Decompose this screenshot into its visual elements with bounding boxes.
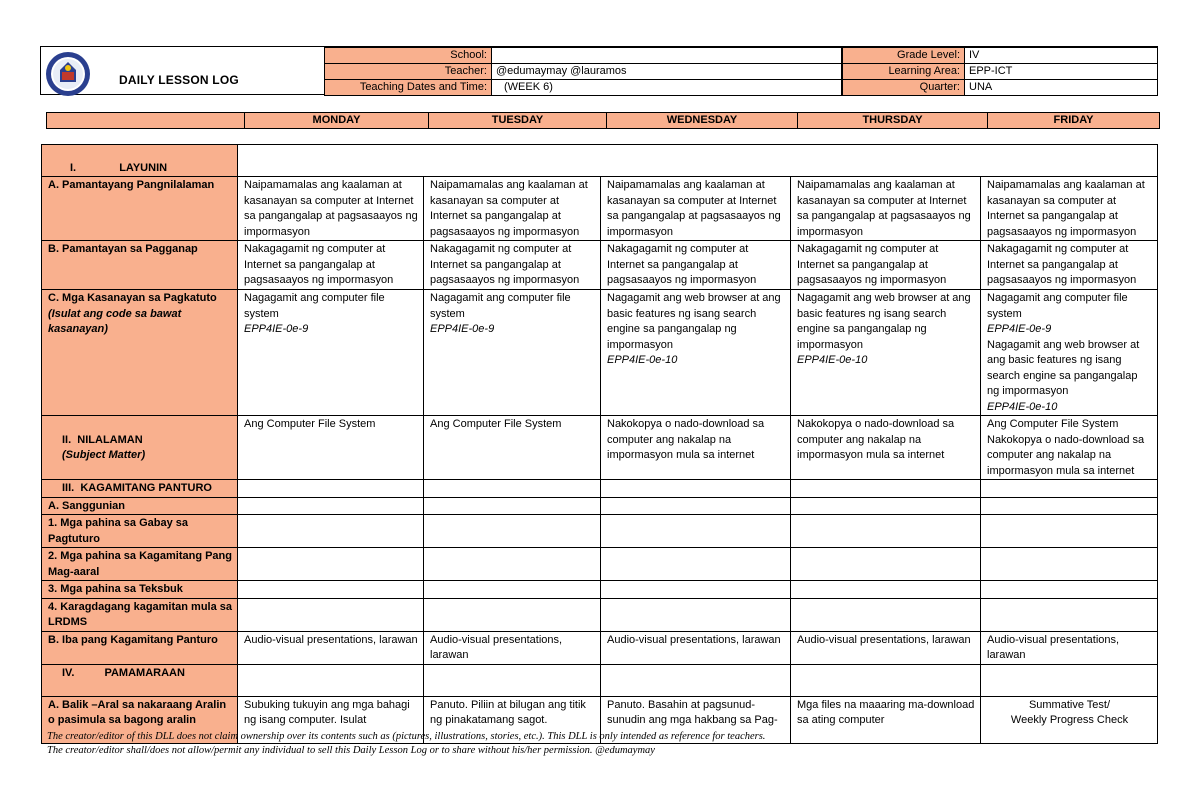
- skill-code: EPP4IE-0e-9: [987, 323, 1052, 335]
- cell-wednesday: [601, 497, 791, 515]
- deped-seal-icon: [45, 51, 91, 97]
- cell-monday: [238, 664, 424, 696]
- cell-thursday: Nakokopya o nado-download sa computer ang nakalap na impormasyon mula sa internet: [791, 416, 981, 480]
- cell-monday: [238, 515, 424, 548]
- cell-monday: [238, 497, 424, 515]
- page-title: DAILY LESSON LOG: [119, 73, 239, 87]
- row-label-gabay: 1. Mga pahina sa Gabay sa Pagtuturo: [42, 515, 238, 548]
- table-row: [42, 581, 1158, 599]
- skill-text: Nagagamit ang computer file system: [987, 292, 1128, 320]
- grade-value: IV: [965, 48, 1158, 64]
- dates-value: (WEEK 6): [492, 80, 842, 96]
- cell-tuesday: [424, 515, 601, 548]
- cell-friday: [981, 598, 1158, 631]
- day-header-blank: [47, 113, 245, 129]
- table-row: [42, 480, 1158, 498]
- table-row: [42, 631, 1158, 664]
- table-row: [42, 515, 1158, 548]
- disclaimer-line: The creator/editor shall/does not allow/permit any individual to sell this Daily Lesson Log or to share without his/her permission. @edumaymay: [47, 745, 655, 756]
- cell-thursday: [791, 497, 981, 515]
- cell-wednesday: Panuto. Basahin at pagsunud-sunudin ang mga hakbang sa Pag-: [601, 696, 791, 743]
- cell-thursday: [791, 515, 981, 548]
- cell-tuesday: Naipamamalas ang kaalaman at kasanayan sa computer at Internet sa pangangalap at pagsasaayos ng impormasyon: [424, 177, 601, 241]
- skill-code: EPP4IE-0e-10: [607, 354, 678, 366]
- cell-tuesday: [424, 497, 601, 515]
- skill-text: Nagagamit ang web browser at ang basic features ng isang search engine sa pangangalap ng impormasyon: [607, 292, 781, 351]
- cell-wednesday: [601, 598, 791, 631]
- cell-wednesday: Nakagagamit ng computer at Internet sa pangangalap at pagsasaayos ng impormasyon: [601, 241, 791, 290]
- day-header-row: [46, 112, 1160, 129]
- disclaimer-line: The creator/editor of this DLL does not claim ownership over its contents such as (pictures, illustrations, stories, etc.). This DLL is only intended as reference for teachers.: [47, 731, 766, 742]
- cell-thursday: Mga files na maaaring ma-download sa ating computer: [791, 696, 981, 743]
- disclaimer-footer: [47, 730, 765, 758]
- cell-monday: [238, 290, 424, 416]
- section-num: III.: [62, 482, 75, 494]
- cell-monday: [238, 598, 424, 631]
- table-row: [42, 598, 1158, 631]
- cell-thursday: [791, 664, 981, 696]
- area-label: Learning Area:: [843, 64, 965, 80]
- cell-tuesday: Audio-visual presentations, larawan: [424, 631, 601, 664]
- kasanayan-label: C. Mga Kasanayan sa Pagkatuto: [48, 292, 217, 304]
- cell-wednesday: [601, 515, 791, 548]
- cell-wednesday: Naipamamalas ang kaalaman at kasanayan sa computer at Internet sa pangangalap at pagsasaayos ng impormasyon: [601, 177, 791, 241]
- layunin-blank-cell: [238, 145, 1158, 177]
- kasanayan-note: (Isulat ang code sa bawat kasanayan): [48, 307, 182, 335]
- area-value: EPP-ICT: [965, 64, 1158, 80]
- school-label: School:: [325, 48, 492, 64]
- row-label-balik-aral: A. Balik –Aral sa nakaraang Aralin o pasimula sa bagong aralin: [42, 696, 238, 743]
- row-label-pangnilalaman: A. Pamantayang Pangnilalaman: [42, 177, 238, 241]
- cell-thursday: Nakagagamit ng computer at Internet sa pangangalap at pagsasaayos ng impormasyon: [791, 241, 981, 290]
- skill-text: Nagagamit ang web browser at ang basic features ng isang search engine sa pangangalap ng impormasyon: [797, 292, 971, 351]
- skill-code: EPP4IE-0e-9: [430, 323, 495, 335]
- school-value: [492, 48, 842, 64]
- cell-friday: [981, 664, 1158, 696]
- row-label-pagganap: B. Pamantayan sa Pagganap: [42, 241, 238, 290]
- table-row: [42, 145, 1158, 177]
- section-label: NILALAMAN: [77, 433, 143, 446]
- cell-thursday: Naipamamalas ang kaalaman at kasanayan sa computer at Internet sa pangangalap at pagsasaayos ng impormasyon: [791, 177, 981, 241]
- skill-text: Nagagamit ang computer file system: [244, 292, 385, 320]
- skill-code: EPP4IE-0e-10: [987, 400, 1058, 413]
- lesson-log-table: [41, 144, 1158, 744]
- cell-monday: Naipamamalas ang kaalaman at kasanayan sa computer at Internet sa pangangalap at pagsasaayos ng impormasyon: [238, 177, 424, 241]
- cell-friday: [981, 416, 1158, 480]
- row-label-lrdms: 4. Karagdagang kagamitan mula sa LRDMS: [42, 598, 238, 631]
- school-info-table: [324, 47, 842, 96]
- section-note: (Subject Matter): [62, 449, 146, 461]
- cell-friday: [981, 480, 1158, 498]
- cell-wednesday: [601, 548, 791, 581]
- table-row: [42, 177, 1158, 241]
- cell-tuesday: [424, 664, 601, 696]
- section-num: II.: [62, 433, 72, 446]
- cell-wednesday: [601, 664, 791, 696]
- cell-friday: [981, 696, 1158, 743]
- cell-monday: [238, 480, 424, 498]
- content-line: Weekly Progress Check: [1010, 714, 1129, 726]
- cell-thursday: [791, 480, 981, 498]
- cell-tuesday: [424, 598, 601, 631]
- row-label-iba-pang: B. Iba pang Kagamitang Panturo: [42, 631, 238, 664]
- teacher-value: @edumaymay @lauramos: [492, 64, 842, 80]
- row-label-sanggunian: A. Sanggunian: [42, 497, 238, 515]
- table-row: [42, 497, 1158, 515]
- section-layunin: [42, 145, 238, 177]
- cell-wednesday: [601, 480, 791, 498]
- cell-friday: [981, 290, 1158, 416]
- cell-monday: Ang Computer File System: [238, 416, 424, 480]
- table-row: [42, 416, 1158, 480]
- content-line: Nakokopya o nado-download sa computer ang nakalap na impormasyon mula sa internet: [987, 433, 1145, 477]
- skill-code: EPP4IE-0e-10: [797, 354, 868, 366]
- section-label: KAGAMITANG PANTURO: [80, 482, 212, 494]
- cell-tuesday: [424, 290, 601, 416]
- cell-wednesday: [601, 581, 791, 599]
- section-pamamaraan: [42, 664, 238, 696]
- section-nilalaman-label: [62, 433, 232, 449]
- cell-friday: Audio-visual presentations, larawan: [981, 631, 1158, 664]
- section-label: PAMAMARAAN: [104, 666, 185, 679]
- quarter-label: Quarter:: [843, 80, 965, 96]
- grade-label: Grade Level:: [843, 48, 965, 64]
- cell-monday: Audio-visual presentations, larawan: [238, 631, 424, 664]
- quarter-value: UNA: [965, 80, 1158, 96]
- skill-code: EPP4IE-0e-9: [244, 323, 309, 335]
- cell-tuesday: [424, 548, 601, 581]
- table-row: [42, 548, 1158, 581]
- table-row: [42, 241, 1158, 290]
- cell-wednesday: Nakokopya o nado-download sa computer ang nakalap na impormasyon mula sa internet: [601, 416, 791, 480]
- row-label-teksbuk: 3. Mga pahina sa Teksbuk: [42, 581, 238, 599]
- teacher-label: Teacher:: [325, 64, 492, 80]
- day-header-thursday: THURSDAY: [798, 113, 988, 129]
- content-line: Ang Computer File System: [987, 418, 1119, 430]
- cell-monday: [238, 581, 424, 599]
- content-line: Summative Test/: [1028, 698, 1111, 711]
- cell-thursday: [791, 290, 981, 416]
- cell-wednesday: [601, 290, 791, 416]
- cell-tuesday: Panuto. Piliin at bilugan ang titik ng pinakatamang sagot.: [424, 696, 601, 743]
- skill-text: Nagagamit ang computer file system: [430, 292, 571, 320]
- cell-tuesday: Nakagagamit ng computer at Internet sa pangangalap at pagsasaayos ng impormasyon: [424, 241, 601, 290]
- row-label-kagamitang-pang-mag-aaral: 2. Mga pahina sa Kagamitang Pang Mag-aaral: [42, 548, 238, 581]
- skill-text: Nagagamit ang web browser at ang basic features ng isang search engine sa pangangalap ng impormasyon: [987, 338, 1140, 397]
- table-row: [42, 290, 1158, 416]
- cell-friday: [981, 581, 1158, 599]
- cell-friday: [981, 548, 1158, 581]
- day-header-wednesday: WEDNESDAY: [607, 113, 798, 129]
- cell-friday: [981, 515, 1158, 548]
- cell-wednesday: Audio-visual presentations, larawan: [601, 631, 791, 664]
- day-header-monday: MONDAY: [245, 113, 429, 129]
- cell-thursday: Audio-visual presentations, larawan: [791, 631, 981, 664]
- cell-monday: Subuking tukuyin ang mga bahagi ng isang computer. Isulat: [238, 696, 424, 743]
- cell-thursday: [791, 548, 981, 581]
- cell-thursday: [791, 598, 981, 631]
- cell-tuesday: Ang Computer File System: [424, 416, 601, 480]
- grade-info-table: [842, 47, 1158, 96]
- cell-thursday: [791, 581, 981, 599]
- cell-tuesday: [424, 480, 601, 498]
- section-nilalaman: [42, 416, 238, 480]
- section-kagamitan: [42, 480, 238, 498]
- row-label-kasanayan: [42, 290, 238, 416]
- cell-tuesday: [424, 581, 601, 599]
- cell-friday: Naipamamalas ang kaalaman at kasanayan sa computer at Internet sa pangangalap at pagsasaayos ng impormasyon: [981, 177, 1158, 241]
- cell-friday: [981, 497, 1158, 515]
- section-label: LAYUNIN: [119, 161, 168, 174]
- dates-label: Teaching Dates and Time:: [325, 80, 492, 96]
- cell-monday: Nakagagamit ng computer at Internet sa pangangalap at pagsasaayos ng impormasyon: [238, 241, 424, 290]
- day-header-tuesday: TUESDAY: [429, 113, 607, 129]
- section-num: IV.: [62, 666, 75, 679]
- day-header-friday: FRIDAY: [988, 113, 1160, 129]
- cell-friday: Nakagagamit ng computer at Internet sa pangangalap at pagsasaayos ng impormasyon: [981, 241, 1158, 290]
- cell-monday: [238, 548, 424, 581]
- table-row: [42, 664, 1158, 696]
- section-num: I.: [70, 161, 77, 174]
